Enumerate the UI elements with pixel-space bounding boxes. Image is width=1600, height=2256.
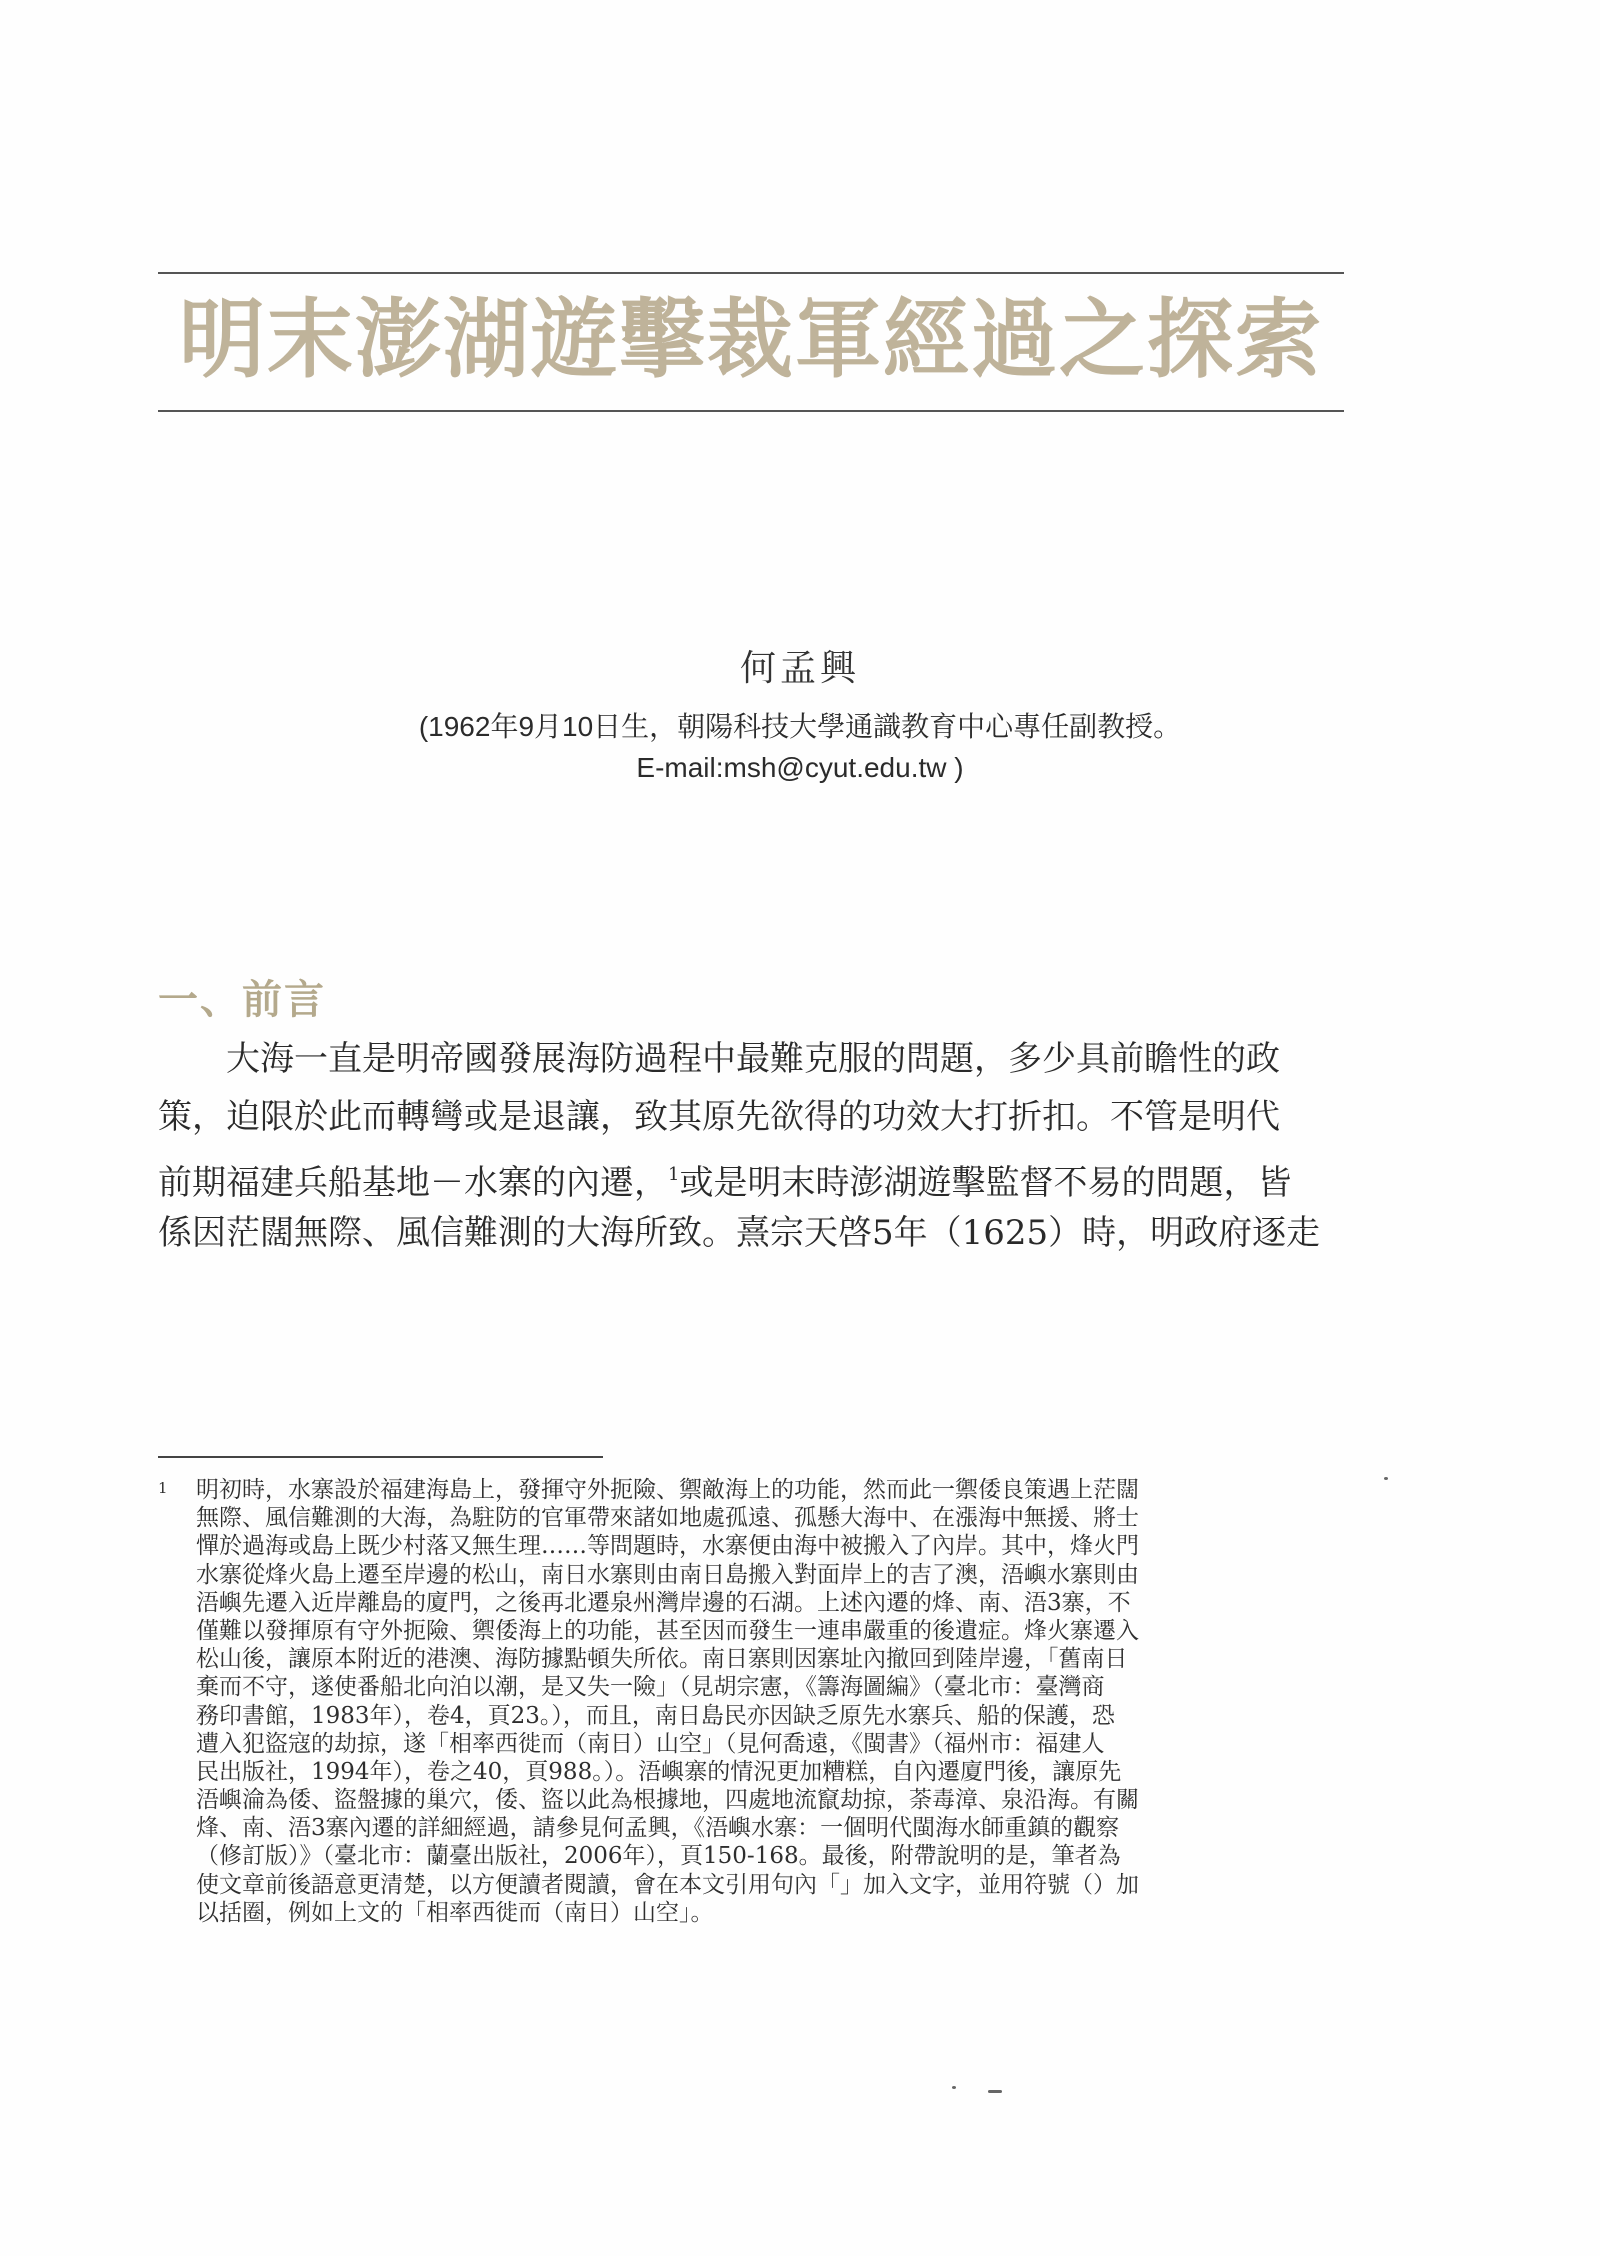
author-name: 何孟興 <box>739 648 860 689</box>
footnote-line: 棄而不守，遂使番船北向泊以潮，是又失一險」（見胡宗憲，《籌海圖編》（臺北市：臺灣商 <box>196 1674 1105 1701</box>
scan-speck <box>1384 1477 1388 1480</box>
paragraph-line-part: 前期福建兵船基地－水寨的內遷， <box>158 1163 668 1203</box>
footnote-line: 務印書館，1983年），卷4，頁23。），而且，南日島民亦因缺乏原先水寨兵、船的保護，恐 <box>196 1702 1115 1729</box>
footnote-line: 水寨從烽火島上遷至岸邊的松山，南日水寨則由南日島搬入對面岸上的吉了澳，浯嶼水寨則由 <box>196 1561 1139 1588</box>
footnote-line: 使文章前後語意更清楚，以方便讀者閱讀，會在本文引用句內「」加入文字，並用符號（）加 <box>196 1871 1139 1898</box>
title-bottom-rule <box>158 410 1344 412</box>
paragraph-line: 大海一直是明帝國發展海防過程中最難克服的問題，多少具前瞻性的政 <box>226 1039 1280 1079</box>
footnote-line: 民出版社，1994年），卷之40，頁988。）。浯嶼寨的情況更加糟糕，自內遷廈門後，讓原先 <box>196 1758 1122 1785</box>
footnote-line: 明初時，水寨設於福建海島上，發揮守外扼險、禦敵海上的功能，然而此一禦倭良策遇上茫闊 <box>196 1477 1139 1503</box>
footnote-line: 浯嶼淪為倭、盜盤據的巢穴，倭、盜以此為根據地，四處地流竄劫掠，荼毒漳、泉沿海。有關 <box>196 1787 1139 1814</box>
footnote-line: （修訂版）》（臺北市：蘭臺出版社，2006年），頁150-168。最後，附帶說明的是，筆者為 <box>196 1843 1121 1870</box>
footnote <box>158 1476 1348 1927</box>
paragraph-line <box>158 1146 1348 1204</box>
author-email: E-mail:msh@cyut.edu.tw ) <box>636 752 964 783</box>
paragraph-line: 係因茫闊無際、風信難測的大海所致。熹宗天啓5年（1625）時，明政府逐走 <box>158 1213 1321 1253</box>
paper-title: 明末澎湖遊擊裁軍經過之探索 <box>179 289 1323 390</box>
author-affiliation: (1962年9月10日生，朝陽科技大學通識教育中心專任副教授。 <box>418 711 1182 742</box>
body-paragraph <box>158 1030 1348 1262</box>
footnote-line: 松山後，讓原本附近的港澳、海防據點頓失所依。南日寨則因寨址內撤回到陸岸邊，「舊南日 <box>196 1646 1128 1673</box>
footnote-separator <box>158 1456 603 1458</box>
paragraph-line: 策，迫限於此而轉彎或是退讓，致其原先欲得的功效大打折扣。不管是明代 <box>158 1097 1280 1137</box>
footnote-line: 烽、南、浯3寨內遷的詳細經過，請參見何孟興，《浯嶼水寨：一個明代閩海水師重鎮的觀察 <box>196 1815 1120 1842</box>
footnote-number: 1 <box>158 1479 168 1497</box>
footnote-line: 以括圈，例如上文的「相率西徙而（南日）山空」。 <box>196 1899 714 1926</box>
title-top-rule <box>158 272 1344 274</box>
footnote-text <box>196 1476 1348 1927</box>
footnote-line: 浯嶼先遷入近岸離島的廈門，之後再北遷泉州灣岸邊的石湖。上述內遷的烽、南、浯3寨，不 <box>196 1589 1131 1616</box>
section-heading: 一、前言 <box>158 977 326 1023</box>
footnote-line: 僅難以發揮原有守外扼險、禦倭海上的功能，甚至因而發生一連串嚴重的後遺症。烽火寨遷入 <box>196 1617 1139 1644</box>
paragraph-line-part: 或是明末時澎湖遊擊監督不易的問題，皆 <box>679 1163 1292 1203</box>
scan-speck <box>988 2090 1002 2093</box>
footnote-line: 遭入犯盜寇的劫掠，遂「相率西徙而（南日）山空」（見何喬遠，《閩書》（福州市：福建人 <box>196 1730 1105 1757</box>
footnote-reference[interactable]: 1 <box>668 1164 680 1185</box>
footnote-line: 無際、風信難測的大海，為駐防的官軍帶來諸如地處孤遠、孤懸大海中、在漲海中無援、將士 <box>196 1505 1139 1532</box>
scan-speck <box>952 2086 956 2089</box>
footnote-line: 憚於過海或島上既少村落又無生理……等問題時，水寨便由海中被搬入了內岸。其中，烽火門 <box>196 1533 1139 1560</box>
